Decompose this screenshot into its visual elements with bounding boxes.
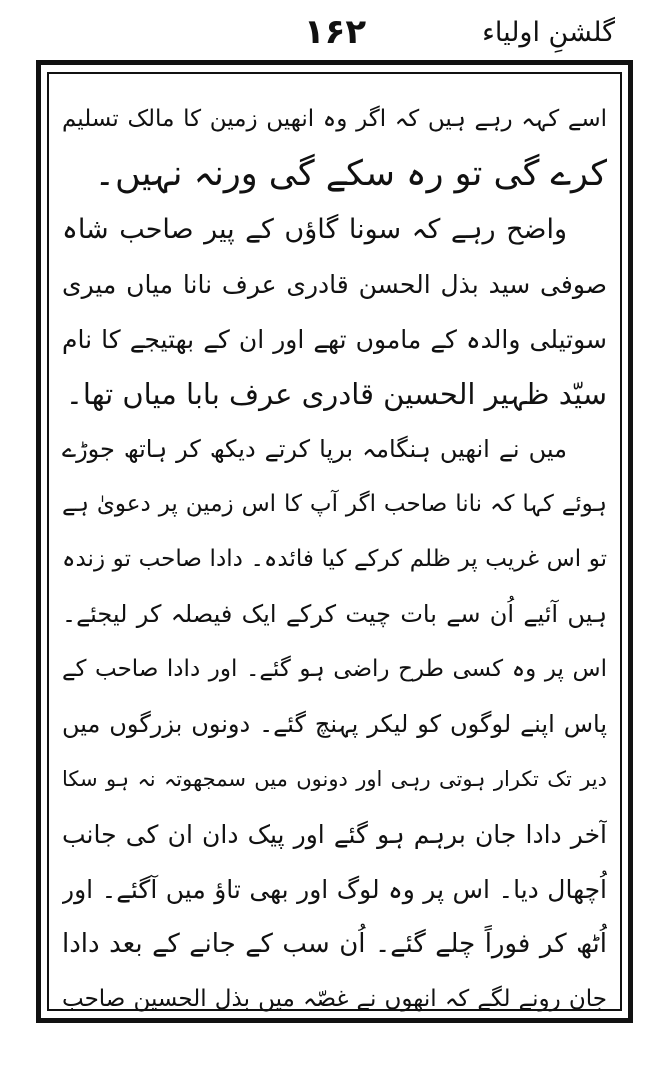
page-number: ۱۶۲: [303, 12, 367, 52]
text-line: اسے کہہ رہے ہیں کہ اگر وہ انھیں زمین کا مالک تسلیم: [62, 106, 607, 132]
text-line: سیّد ظہیر الحسین قادری عرف بابا میاں تھا۔: [65, 377, 607, 411]
text-line: اُچھال دیا۔ اس پر وہ لوگ اور بھی تاؤ میں آگئے۔ اور: [62, 875, 607, 904]
text-line: جان رونے لگے کہ انھوں نے غصّہ میں بذل الحسین صاحب: [62, 986, 607, 1012]
text-line: اُٹھ کر فوراً چلے گئے۔ اُن سب کے جانے کے بعد دادا: [62, 929, 607, 959]
text-line: سوتیلی والدہ کے ماموں تھے اور ان کے بھتیجے کا نام: [62, 325, 607, 354]
page-header: [0, 0, 663, 58]
text-line: ہوئے کہا کہ نانا صاحب اگر آپ کا اس زمین پر دعویٰ ہے: [62, 491, 607, 517]
text-line: تو اس غریب پر ظلم کرکے کیا فائدہ۔ دادا صاحب تو زندہ: [62, 546, 607, 572]
text-line: دیر تک تکرار ہوتی رہی اور دونوں میں سمجھوتہ نہ ہو سکا: [62, 767, 607, 791]
text-line: میں نے انھیں ہنگامہ برپا کرتے دیکھ کر ہاتھ جوڑے: [62, 435, 567, 463]
text-line: ہیں آئیے اُن سے بات چیت کرکے ایک فیصلہ کر لیجئے۔: [62, 600, 607, 628]
text-line: آخر دادا جان برہم ہو گئے اور پیک دان ان کی جانب: [62, 820, 607, 849]
text-line: صوفی سید بذل الحسن قادری عرف نانا میاں میری: [62, 270, 607, 299]
book-title: گلشنِ اولیاء: [482, 17, 615, 48]
page-body-text: [62, 92, 607, 1027]
text-line: واضح رہے کہ سونا گاؤں کے پیر صاحب شاہ: [62, 214, 567, 245]
text-line: پاس اپنے لوگوں کو لیکر پہنچ گئے۔ دونوں بزرگوں میں: [62, 710, 607, 738]
text-line: کرے گی تو رہ سکے گی ورنہ نہیں۔: [94, 154, 607, 194]
text-line: اس پر وہ کسی طرح راضی ہو گئے۔ اور دادا صاحب کے: [62, 656, 607, 682]
